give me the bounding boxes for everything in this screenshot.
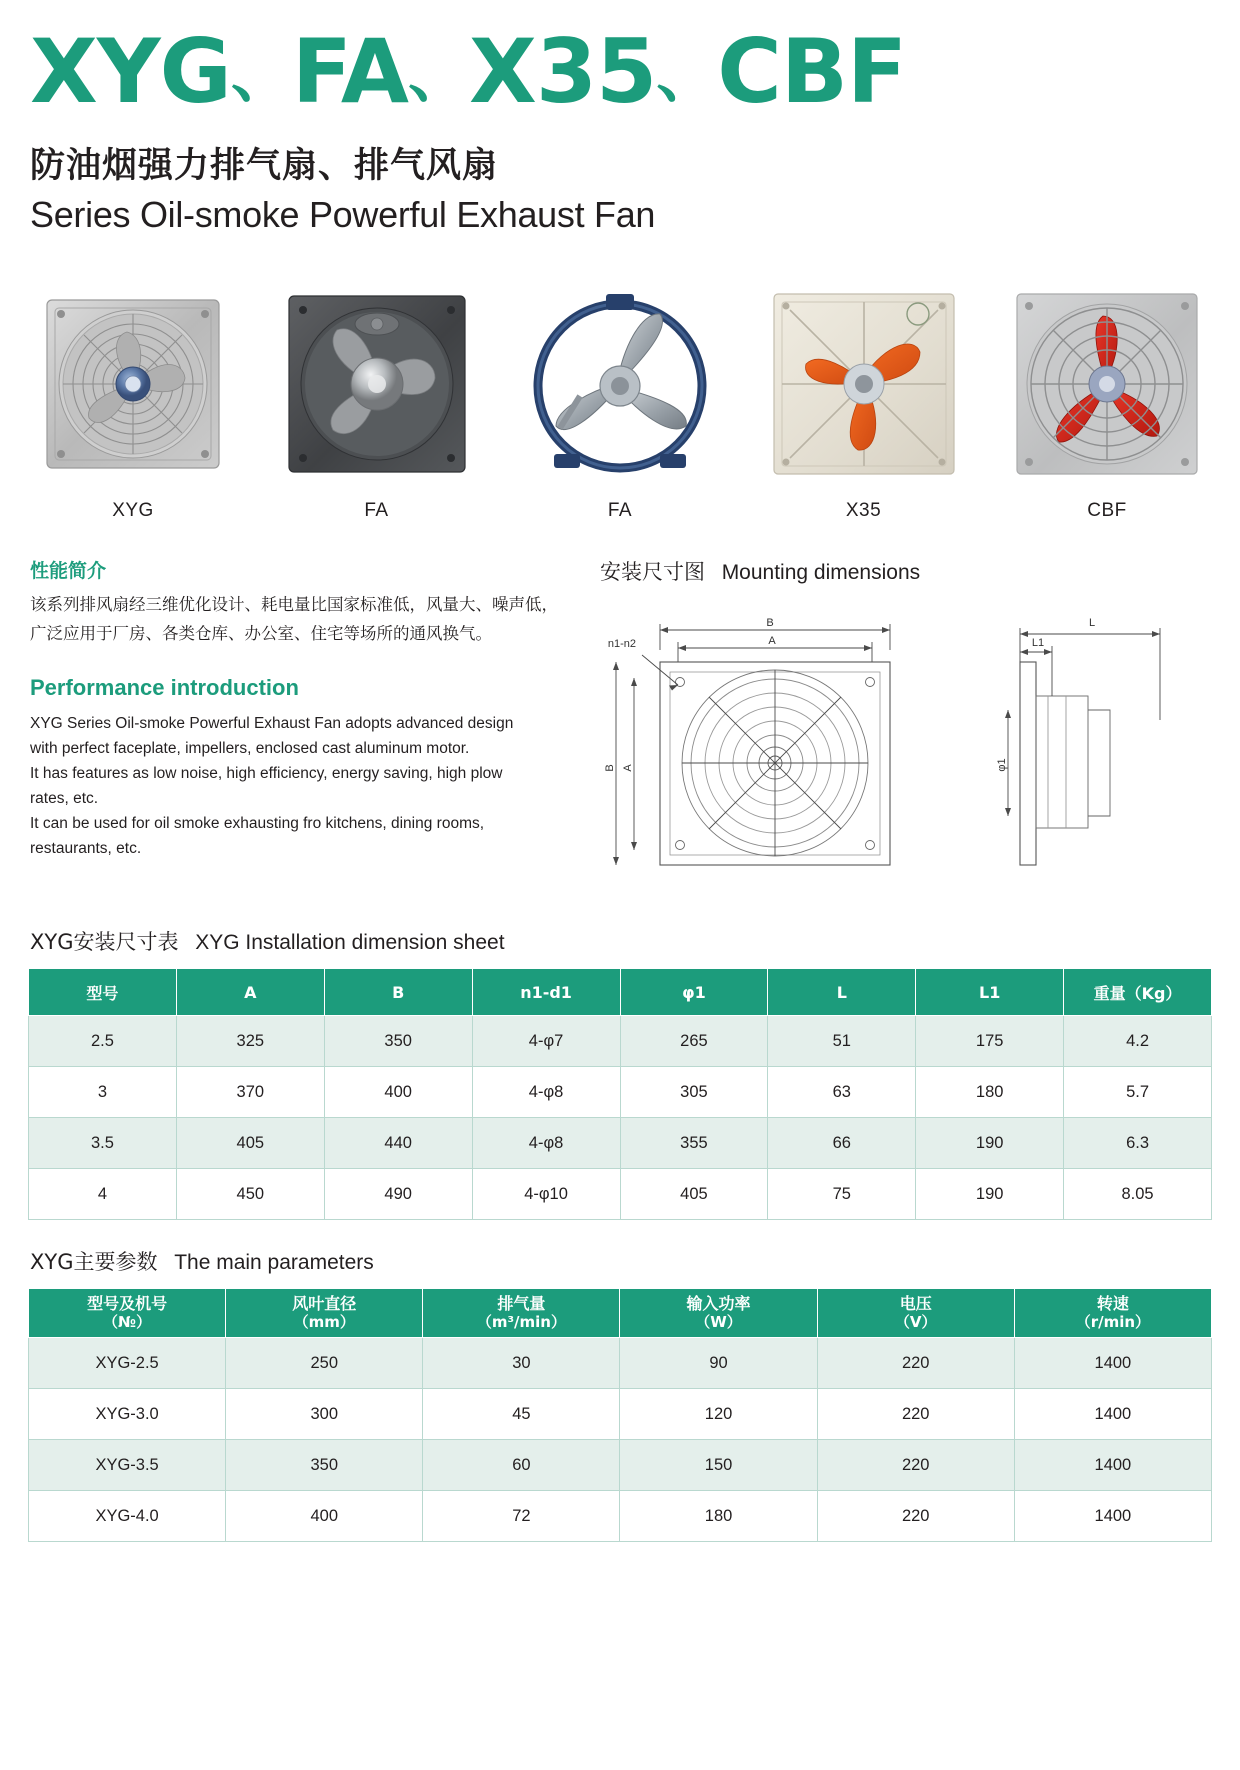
parameters-table-caption xyxy=(30,1246,1212,1276)
subtitle-english: Series Oil-smoke Powerful Exhaust Fan xyxy=(30,194,656,235)
table-row xyxy=(29,1338,1212,1389)
performance-line-6: restaurants, etc. xyxy=(30,840,142,858)
fan-illustration-x35 xyxy=(764,278,964,488)
performance-line-2: with perfect faceplate, impellers, enclosed cast aluminum motor. xyxy=(30,739,470,757)
dim-label-a-left: A xyxy=(622,764,634,772)
cell-air-volume: 45 xyxy=(423,1389,620,1440)
table-header-row xyxy=(29,1289,1212,1338)
installation-dimension-table xyxy=(28,968,1212,1220)
cell-voltage: 220 xyxy=(817,1491,1014,1542)
cell-l: 51 xyxy=(768,1016,916,1067)
col-header-weight: 重量（Kg） xyxy=(1064,969,1212,1016)
dim-label-n1n2: n1-n2 xyxy=(607,638,636,650)
table-row xyxy=(29,1016,1212,1067)
table-header-row xyxy=(29,969,1212,1016)
cell-l1: 190 xyxy=(916,1118,1064,1169)
col-header-speed xyxy=(1014,1289,1211,1338)
col-header-n1d1: n1-d1 xyxy=(472,969,620,1016)
cell-air-volume: 60 xyxy=(423,1440,620,1491)
col-header-air-volume xyxy=(423,1289,620,1338)
cell-a: 405 xyxy=(176,1118,324,1169)
cell-input-power: 180 xyxy=(620,1491,817,1542)
cell-voltage: 220 xyxy=(817,1440,1014,1491)
dim-label-b-left: B xyxy=(604,764,616,772)
title-part-4: CBF xyxy=(717,20,907,123)
dim-label-l1: L1 xyxy=(1031,637,1045,649)
col-header-air-volume-line2: （m³/min） xyxy=(476,1313,566,1332)
cell-air-volume: 30 xyxy=(423,1338,620,1389)
col-header-l: L xyxy=(768,969,916,1016)
performance-body-english xyxy=(30,711,570,862)
cell-weight: 8.05 xyxy=(1064,1169,1212,1220)
installation-table-block xyxy=(0,926,1240,1220)
product-image-xyg xyxy=(33,278,233,488)
cell-air-volume: 72 xyxy=(423,1491,620,1542)
cell-speed: 1400 xyxy=(1014,1491,1211,1542)
col-header-model: 型号 xyxy=(29,969,177,1016)
cell-b: 490 xyxy=(324,1169,472,1220)
product-label-x35: X35 xyxy=(845,500,882,521)
cell-speed: 1400 xyxy=(1014,1389,1211,1440)
col-header-voltage-line1: 电压 xyxy=(899,1294,932,1314)
parameters-table-block xyxy=(0,1246,1240,1542)
cell-input-power: 150 xyxy=(620,1440,817,1491)
cell-b: 440 xyxy=(324,1118,472,1169)
product-gallery xyxy=(0,278,1240,522)
table-row xyxy=(29,1491,1212,1542)
cell-l: 63 xyxy=(768,1067,916,1118)
col-header-blade-diameter-line1: 风叶直径 xyxy=(292,1294,357,1314)
col-header-l1: L1 xyxy=(916,969,1064,1016)
cell-n1d1: 4-φ8 xyxy=(472,1067,620,1118)
product-label-fa-1: FA xyxy=(364,500,389,521)
cell-a: 450 xyxy=(176,1169,324,1220)
page-title xyxy=(30,20,1240,123)
table-row xyxy=(29,1067,1212,1118)
title-part-3: X35 xyxy=(468,20,657,123)
mounting-title-chinese: 安装尺寸图 xyxy=(600,560,705,584)
performance-line-4: rates, etc. xyxy=(30,790,99,808)
middle-section xyxy=(0,556,1240,900)
installation-caption-english: XYG Installation dimension sheet xyxy=(195,931,505,954)
cell-blade-diameter: 400 xyxy=(226,1491,423,1542)
col-header-input-power-line2: （W） xyxy=(695,1313,742,1332)
col-header-speed-line2: （r/min） xyxy=(1075,1313,1151,1332)
cell-n1d1: 4-φ10 xyxy=(472,1169,620,1220)
cell-l1: 175 xyxy=(916,1016,1064,1067)
table-row xyxy=(29,1440,1212,1491)
cell-b: 400 xyxy=(324,1067,472,1118)
mounting-title xyxy=(600,556,1210,586)
cell-weight: 5.7 xyxy=(1064,1067,1212,1118)
cell-blade-diameter: 300 xyxy=(226,1389,423,1440)
cell-model: 4 xyxy=(29,1169,177,1220)
cell-blade-diameter: 350 xyxy=(226,1440,423,1491)
cell-model: 3.5 xyxy=(29,1118,177,1169)
product-item-fa-2 xyxy=(515,278,725,522)
cell-l1: 190 xyxy=(916,1169,1064,1220)
col-header-air-volume-line1: 排气量 xyxy=(497,1294,546,1314)
parameters-caption-english: The main parameters xyxy=(174,1251,374,1274)
title-part-2: FA xyxy=(291,20,408,123)
cell-blade-diameter: 250 xyxy=(226,1338,423,1389)
cell-weight: 6.3 xyxy=(1064,1118,1212,1169)
cell-phi1: 405 xyxy=(620,1169,768,1220)
col-header-model-no-line2: （№） xyxy=(103,1313,152,1332)
cell-input-power: 120 xyxy=(620,1389,817,1440)
col-header-blade-diameter-line2: （mm） xyxy=(293,1313,355,1332)
fan-illustration-fa-dark xyxy=(277,278,477,488)
cell-phi1: 355 xyxy=(620,1118,768,1169)
col-header-model-no xyxy=(29,1289,226,1338)
title-separator-1: 、 xyxy=(230,38,292,111)
cell-l: 75 xyxy=(768,1169,916,1220)
product-item-xyg xyxy=(28,278,238,522)
cell-weight: 4.2 xyxy=(1064,1016,1212,1067)
parameters-caption-chinese: XYG主要参数 xyxy=(30,1250,158,1274)
cell-a: 325 xyxy=(176,1016,324,1067)
product-image-fa-1 xyxy=(277,278,477,488)
cell-speed: 1400 xyxy=(1014,1338,1211,1389)
cell-voltage: 220 xyxy=(817,1338,1014,1389)
installation-table-caption xyxy=(30,926,1212,956)
dim-label-phi1: φ1 xyxy=(996,758,1008,772)
cell-n1d1: 4-φ8 xyxy=(472,1118,620,1169)
installation-caption-chinese: XYG安装尺寸表 xyxy=(30,930,179,954)
fan-illustration-cbf xyxy=(1007,278,1207,488)
dim-label-a-top: A xyxy=(768,635,776,647)
cell-input-power: 90 xyxy=(620,1338,817,1389)
col-header-model-no-line1: 型号及机号 xyxy=(87,1294,168,1314)
performance-introduction xyxy=(30,556,570,900)
table-row xyxy=(29,1169,1212,1220)
cell-model-no: XYG-2.5 xyxy=(29,1338,226,1389)
performance-title-chinese: 性能简介 xyxy=(30,560,107,582)
mounting-dimensions-section xyxy=(600,556,1210,900)
title-separator-2: 、 xyxy=(407,38,469,111)
col-header-input-power-line1: 输入功率 xyxy=(686,1294,751,1314)
subtitle-chinese: 防油烟强力排气扇、排气风扇 xyxy=(30,146,499,186)
cell-model-no: XYG-3.5 xyxy=(29,1440,226,1491)
product-image-fa-2 xyxy=(520,278,720,488)
mounting-drawing xyxy=(600,600,1210,900)
cell-a: 370 xyxy=(176,1067,324,1118)
dim-label-l: L xyxy=(1088,617,1096,629)
cell-b: 350 xyxy=(324,1016,472,1067)
dim-label-b-top: B xyxy=(766,617,774,629)
performance-line-3: It has features as low noise, high efficiency, energy saving, high plow xyxy=(30,764,503,782)
col-header-voltage xyxy=(817,1289,1014,1338)
fan-illustration-fa-blue xyxy=(520,278,720,488)
cell-l1: 180 xyxy=(916,1067,1064,1118)
cell-n1d1: 4-φ7 xyxy=(472,1016,620,1067)
col-header-input-power xyxy=(620,1289,817,1338)
col-header-b: B xyxy=(324,969,472,1016)
cell-speed: 1400 xyxy=(1014,1440,1211,1491)
col-header-a: A xyxy=(176,969,324,1016)
performance-line-1: XYG Series Oil-smoke Powerful Exhaust Fan adopts advanced design xyxy=(30,714,514,732)
col-header-speed-line1: 转速 xyxy=(1096,1294,1129,1314)
cell-model: 3 xyxy=(29,1067,177,1118)
cell-model: 2.5 xyxy=(29,1016,177,1067)
cell-l: 66 xyxy=(768,1118,916,1169)
product-image-x35 xyxy=(764,278,964,488)
title-separator-3: 、 xyxy=(656,38,718,111)
cell-model-no: XYG-4.0 xyxy=(29,1491,226,1542)
cell-phi1: 305 xyxy=(620,1067,768,1118)
mounting-title-english: Mounting dimensions xyxy=(721,561,921,584)
product-label-fa-2: FA xyxy=(607,500,633,521)
fan-illustration-xyg xyxy=(33,278,233,488)
product-image-cbf xyxy=(1007,278,1207,488)
page-header xyxy=(0,0,1240,236)
product-label-cbf: CBF xyxy=(1087,500,1127,521)
title-part-1: XYG xyxy=(30,20,231,123)
cell-phi1: 265 xyxy=(620,1016,768,1067)
cell-model-no: XYG-3.0 xyxy=(29,1389,226,1440)
product-item-cbf xyxy=(1002,278,1212,522)
col-header-blade-diameter xyxy=(226,1289,423,1338)
cell-voltage: 220 xyxy=(817,1389,1014,1440)
technical-drawing xyxy=(600,600,1210,900)
performance-title-english: Performance introduction xyxy=(30,674,299,700)
col-header-phi1: φ1 xyxy=(620,969,768,1016)
main-parameters-table xyxy=(28,1288,1212,1542)
table-row xyxy=(29,1118,1212,1169)
table-row xyxy=(29,1389,1212,1440)
product-label-xyg: XYG xyxy=(112,500,154,521)
performance-body-chinese: 该系列排风扇经三维优化设计、耗电量比国家标准低，风量大、噪声低，广泛应用于厂房、各类仓库、办公室、住宅等场所的通风换气。 xyxy=(30,595,558,643)
col-header-voltage-line2: （V） xyxy=(894,1313,937,1332)
product-item-x35 xyxy=(759,278,969,522)
performance-line-5: It can be used for oil smoke exhausting fro kitchens, dining rooms, xyxy=(30,815,485,833)
product-item-fa-1 xyxy=(272,278,482,522)
